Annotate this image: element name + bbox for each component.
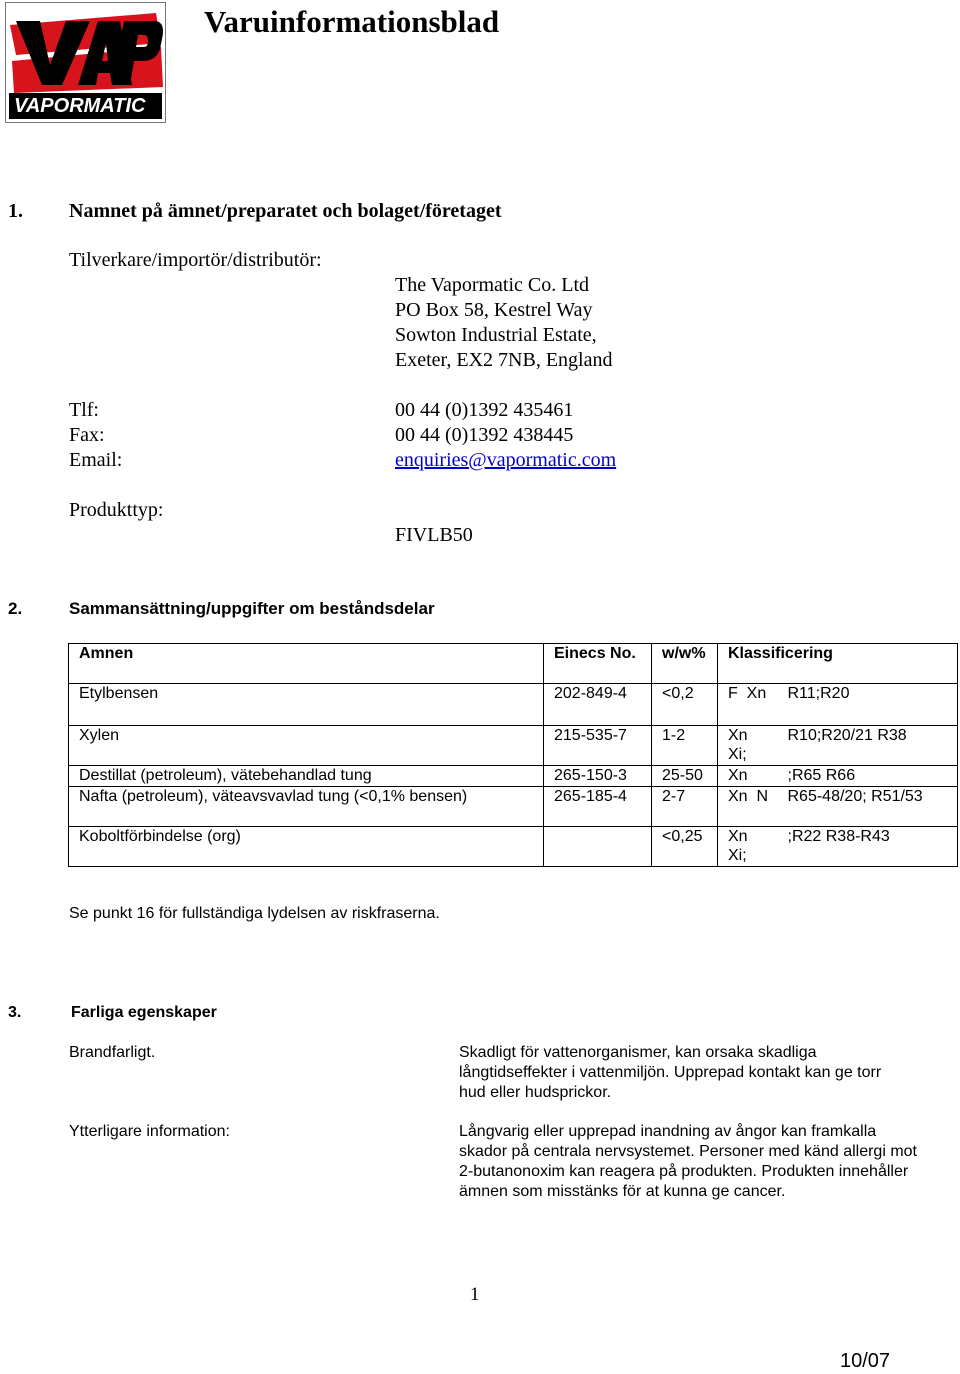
cell-ww: 1-2 bbox=[652, 726, 718, 766]
cell-symbol: Xn bbox=[718, 766, 788, 787]
fax-value: 00 44 (0)1392 438445 bbox=[395, 424, 574, 446]
product-type-value: FIVLB50 bbox=[395, 524, 473, 546]
cell-risk: ;R65 R66 bbox=[788, 766, 958, 787]
cell-symbol: Xn Xi; bbox=[718, 827, 788, 867]
address-line: The Vapormatic Co. Ltd bbox=[395, 274, 590, 296]
table-header-row bbox=[69, 644, 958, 684]
page-number: 1 bbox=[470, 1284, 480, 1305]
cell-einecs: 202-849-4 bbox=[544, 684, 652, 726]
col-header-ww: w/w% bbox=[652, 644, 718, 684]
cell-einecs: 265-185-4 bbox=[544, 787, 652, 827]
manufacturer-address bbox=[395, 273, 612, 373]
cell-substance: Nafta (petroleum), väteavsvavlad tung (<0,1% bensen) bbox=[69, 787, 544, 827]
section-1-title: Namnet på ämnet/preparatet och bolaget/företaget bbox=[69, 200, 502, 222]
version-label: 10/07 bbox=[840, 1350, 891, 1372]
manufacturer-label: Tilverkare/importör/distributör: bbox=[69, 249, 322, 271]
cell-ww: <0,25 bbox=[652, 827, 718, 867]
col-header-substance: Amnen bbox=[69, 644, 544, 684]
cell-substance: Destillat (petroleum), vätebehandlad tung bbox=[69, 766, 544, 787]
composition-table bbox=[68, 643, 958, 867]
section-1-number: 1. bbox=[8, 200, 23, 222]
fax-label: Fax: bbox=[69, 424, 105, 446]
email-label: Email: bbox=[69, 449, 123, 471]
section-3-number: 3. bbox=[8, 1004, 22, 1021]
vapormatic-logo bbox=[5, 2, 166, 123]
col-header-classification: Klassificering bbox=[718, 644, 958, 684]
section-2-title: Sammansättning/uppgifter om beståndsdelar bbox=[69, 599, 435, 618]
table-row bbox=[69, 726, 958, 766]
table-row bbox=[69, 787, 958, 827]
cell-ww: 2-7 bbox=[652, 787, 718, 827]
address-line: Sowton Industrial Estate, bbox=[395, 324, 597, 346]
cell-substance: Xylen bbox=[69, 726, 544, 766]
cell-einecs: 265-150-3 bbox=[544, 766, 652, 787]
cell-substance: Koboltförbindelse (org) bbox=[69, 827, 544, 867]
table-row bbox=[69, 827, 958, 867]
table-row bbox=[69, 684, 958, 726]
address-line: Exeter, EX2 7NB, England bbox=[395, 349, 613, 371]
section-2-number: 2. bbox=[8, 599, 23, 618]
cell-ww: <0,2 bbox=[652, 684, 718, 726]
document-title: Varuinformationsblad bbox=[204, 4, 500, 39]
section-3-title: Farliga egenskaper bbox=[71, 1004, 217, 1021]
table-row bbox=[69, 766, 958, 787]
cell-einecs: 215-535-7 bbox=[544, 726, 652, 766]
cell-symbol: Xn N bbox=[718, 787, 788, 827]
address-line: PO Box 58, Kestrel Way bbox=[395, 299, 593, 321]
additional-info-text: Långvarig eller upprepad inandning av ångor kan framkalla skador på centrala nervsystemet. Personer med känd allergi mot 2-butanonoxim kan reagera på produkten. Produkten innehåller ämnen som misstänks för at kunna ge cancer. bbox=[459, 1123, 917, 1200]
col-header-einecs: Einecs No. bbox=[544, 644, 652, 684]
cell-symbol: Xn Xi; bbox=[718, 726, 788, 766]
cell-risk: R11;R20 bbox=[788, 684, 958, 726]
risk-phrase-note: Se punkt 16 för fullständiga lydelsen av riskfraserna. bbox=[69, 905, 440, 922]
fire-hazard-text: Skadligt för vattenorganismer, kan orsaka skadliga långtidseffekter i vattenmiljön. Upprepad kontakt kan ge torr hud eller hudsprickor. bbox=[459, 1044, 882, 1101]
additional-info-label: Ytterligare information: bbox=[69, 1123, 230, 1140]
cell-substance: Etylbensen bbox=[69, 684, 544, 726]
phone-value: 00 44 (0)1392 435461 bbox=[395, 399, 574, 421]
cell-risk: R65-48/20; R51/53 bbox=[788, 787, 958, 827]
email-link[interactable]: enquiries@vapormatic.com bbox=[395, 449, 617, 471]
cell-symbol: F Xn bbox=[718, 684, 788, 726]
cell-risk: ;R22 R38-R43 bbox=[788, 827, 958, 867]
cell-ww: 25-50 bbox=[652, 766, 718, 787]
phone-label: Tlf: bbox=[69, 399, 99, 421]
logo-text: VAPORMATIC bbox=[14, 95, 146, 117]
product-type-label: Produkttyp: bbox=[69, 499, 164, 521]
cell-risk: R10;R20/21 R38 bbox=[788, 726, 958, 766]
cell-einecs bbox=[544, 827, 652, 867]
fire-hazard-label: Brandfarligt. bbox=[69, 1044, 156, 1061]
